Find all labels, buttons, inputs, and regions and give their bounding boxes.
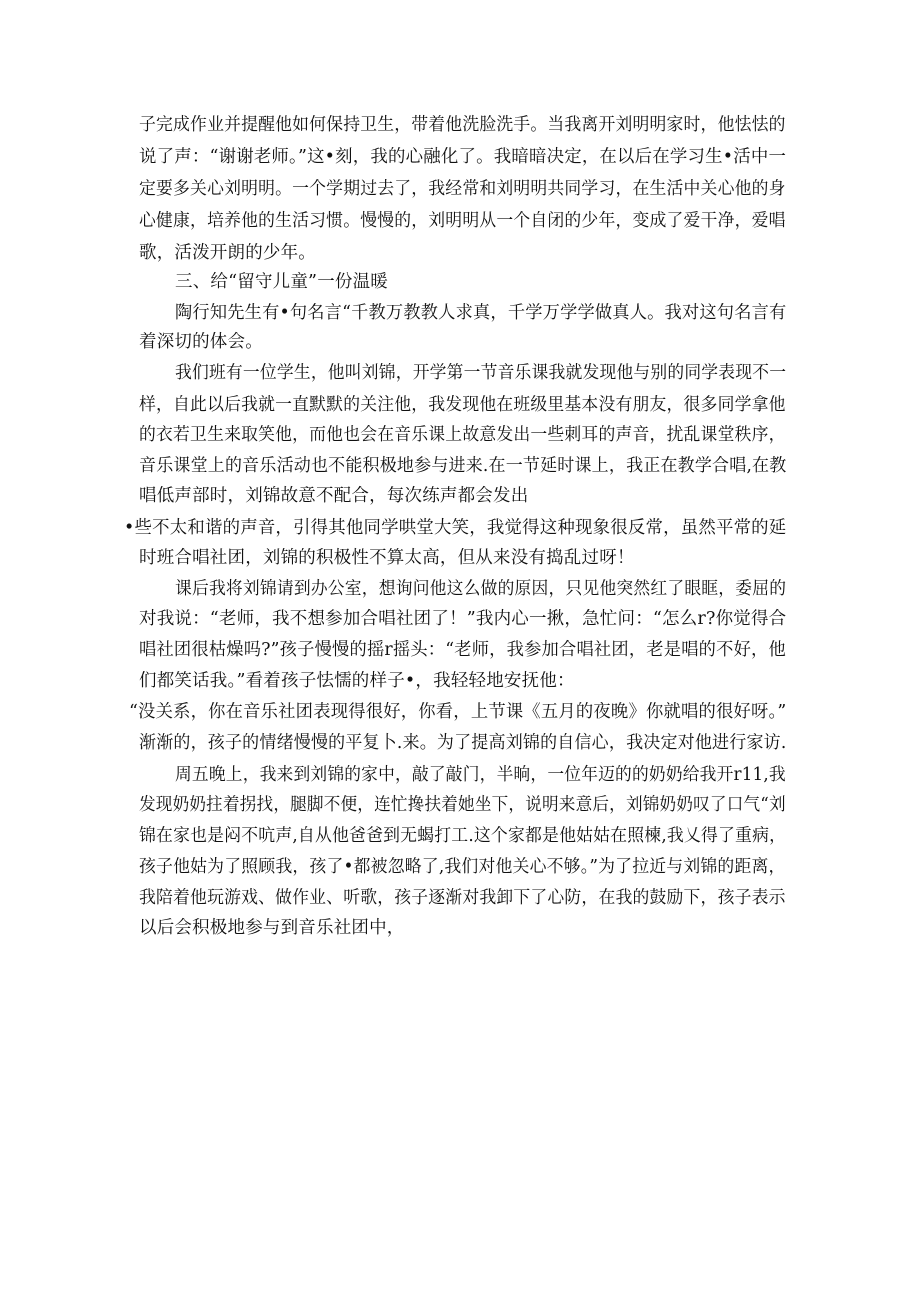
text-line-25: 孩子他姑为了照顾我，孩了•都被忽略了,我们对他关心不够。”为了拉近与刘锦的距离， <box>139 857 786 877</box>
text-line-17: 对我说：“老师，我不想参加合唱社团了！”我内心一揪，急忙问：“怎么r?你觉得合 <box>139 609 787 629</box>
text-line-18: 唱社团很枯燥吗?”孩子慢慢的摇r摇头：“老师，我参加合唱社团，老是唱的不好，他 <box>139 640 786 660</box>
text-line-1: 子完成作业并提醒他如何保持卫生，带着他洗脸洗手。当我离开刘明明家时，他怯怯的 <box>139 115 786 135</box>
text-line-16: 课后我将刘锦请到办公室，想询问他这么做的原因，只见他突然红了眼眶，委屈的 <box>175 579 787 599</box>
text-line-2: 说了声：“谢谢老师。”这•刻，我的心融化了。我暗暗决定，在以后在学习生•活中一 <box>139 147 787 167</box>
text-line-8: 着深切的体会。 <box>139 332 263 352</box>
text-line-3: 定要多关心刘明明。一个学期过去了，我经常和刘明明共同学习，在生活中关心他的身 <box>139 179 786 199</box>
text-line-19: 们都笑话我。”看着孩子怯懦的样子•，我轻轻地安抚他： <box>139 671 575 691</box>
text-line-11: 的衣若卫生来取笑他，而他也会在音乐课上故意发出一些刺耳的声音，扰乱课堂秩序， <box>139 425 786 445</box>
text-line-23: 发现奶奶拄着拐找，腿脚不便，连忙搀扶着她坐下，说明来意后，刘锦奶奶叹了口气“刘 <box>139 795 786 815</box>
text-line-21: 渐渐的，孩子的情绪慢慢的平复卜.来。为了提高刘锦的自信心，我决定对他进行家访. <box>139 733 787 753</box>
text-line-20: “没关系，你在音乐社团表现得很好，你看，上节课《五月的夜晚》你就唱的很好呀。” <box>129 702 787 722</box>
text-line-15: 时班合唱社团，刘锦的积极性不算太高，但从来没有捣乱过呀！ <box>139 548 635 568</box>
text-line-27: 以后会积极地参与到音乐社团中， <box>139 918 405 938</box>
text-line-26: 我陪着他玩游戏、做作业、听歌，孩子逐渐对我卸下了心防，在我的鼓励下，孩子表示 <box>139 888 786 908</box>
text-line-10: 样，自此以后我就一直默默的关注他，我发现他在班级里基本没有朋友，很多同学拿他 <box>139 395 786 415</box>
text-line-4: 心健康，培养他的生活习惯。慢慢的，刘明明从一个自闭的少年，变成了爱干净，爱唱 <box>139 211 786 231</box>
text-line-14: •些不太和谐的声音，引得其他同学哄堂大笑，我觉得这种现象很反常，虽然平常的延 <box>124 518 787 538</box>
text-line-5: 歌，活泼开朗的少年。 <box>139 243 316 263</box>
text-line-9: 我们班有一位学生，他叫刘锦，开学第一节音乐课我就发现他与别的同学表现不一 <box>175 363 787 383</box>
section-heading: 三、给“留守儿童”一份温暖 <box>175 272 388 292</box>
text-line-13: 唱低声部时，刘锦故意不配合，每次练声都会发出 <box>139 486 529 506</box>
text-line-24: 锦在家也是闷不吭声,自从他爸爸到无蝎打工.这个家都是他姑姑在照楝,我乂得了重病， <box>139 826 787 846</box>
text-line-7: 陶行知先生有•句名言“千教万教教人求真，千学万学学做真人。我对这句名言有 <box>175 303 787 323</box>
text-line-12: 音乐课堂上的音乐活动也不能积极地参与进来.在一节延时课上，我正在教学合唱,在教 <box>139 456 787 476</box>
text-line-22: 周五晚上，我来到刘锦的家中，敲了敲门，半晌，一位年迈的的奶奶给我开r11,我 <box>175 765 786 785</box>
